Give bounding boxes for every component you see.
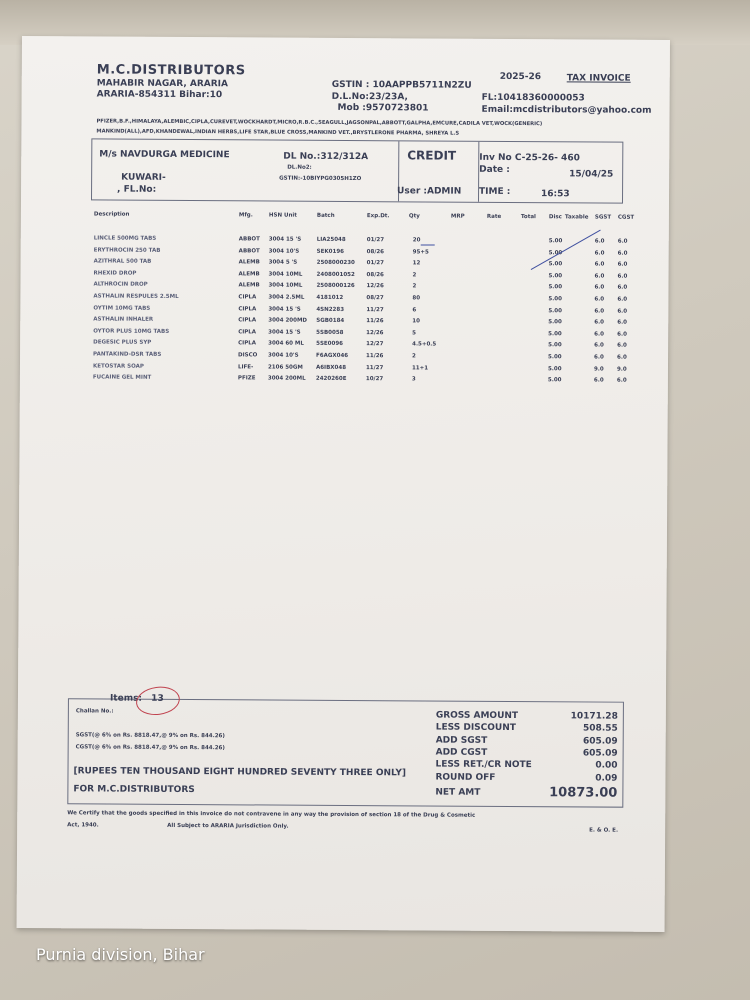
date-label: Date : xyxy=(479,164,510,175)
table-cell: 5.00 xyxy=(548,273,563,280)
table-cell: 5.00 xyxy=(548,319,562,326)
table-cell: 3 xyxy=(411,376,416,383)
table-cell: 2508000230 xyxy=(316,259,355,267)
table-cell: 95+5 xyxy=(412,248,429,256)
total-value: 605.09 xyxy=(582,736,618,747)
table-cell: ASTHALIN RESPULES 2.5ML xyxy=(93,293,179,300)
seller-fl: FL:10418360000053 xyxy=(481,92,585,104)
table-cell: 2408001052 xyxy=(316,271,355,278)
table-cell: DISCO xyxy=(238,352,258,359)
table-cell: 5.00 xyxy=(548,238,563,245)
table-cell: 12/26 xyxy=(366,283,384,290)
total-label: LESS RET./CR NOTE xyxy=(435,759,532,771)
column-header: MRP xyxy=(450,213,465,220)
table-cell: 5.00 xyxy=(548,296,562,303)
table-cell: 80 xyxy=(412,295,421,302)
table-cell: PANTAKIND-DSR TABS xyxy=(93,351,162,358)
table-cell: 08/26 xyxy=(366,271,384,279)
sgst-note: SGST(@ 6% on Rs. 8818.47,@ 9% on Rs. 844.26) xyxy=(75,732,225,740)
total-label: LESS DISCOUNT xyxy=(435,722,516,734)
table-cell: OYTOR PLUS 10MG TABS xyxy=(93,328,170,335)
table-cell: 2 xyxy=(412,283,417,290)
total-value: 10873.00 xyxy=(549,785,618,801)
buyer-gstin: GSTIN:-10BIYPG0305H1ZO xyxy=(279,175,362,183)
table-cell: 3004 10ML xyxy=(268,282,303,290)
table-cell: CIPLA xyxy=(238,294,257,301)
total-label: ROUND OFF xyxy=(435,772,496,783)
table-cell: FUCAINE GEL MINT xyxy=(92,374,152,381)
table-cell: 08/27 xyxy=(366,295,384,302)
invoice-time: 16:53 xyxy=(541,189,570,200)
table-cell: ALEMB xyxy=(238,259,260,266)
column-header: Taxable xyxy=(564,214,589,221)
table-cell: RHEXID DROP xyxy=(93,270,137,277)
table-cell: 3004 15 'S xyxy=(268,236,302,243)
table-cell: 6.0 xyxy=(593,377,604,384)
payment-mode: CREDIT xyxy=(407,148,457,163)
certification-line2: Act, 1940. xyxy=(67,822,99,829)
table-cell: A6IBX048 xyxy=(315,364,347,371)
table-cell: 5.00 xyxy=(547,377,562,384)
table-cell: 3004 15 'S xyxy=(268,306,301,313)
table-cell: LINCLE 500MG TABS xyxy=(93,235,157,242)
table-cell: 2 xyxy=(412,353,416,360)
table-cell: 6.0 xyxy=(594,308,605,315)
buyer-place: KUWARI- xyxy=(121,172,166,183)
table-cell: ALTHROCIN DROP xyxy=(93,281,148,289)
column-header: Description xyxy=(93,211,130,218)
table-cell: 5SE0096 xyxy=(316,341,344,348)
table-cell: 9.0 xyxy=(616,366,627,373)
total-value: 0.09 xyxy=(595,773,618,784)
cgst-note: CGST(@ 6% on Rs. 8818.47,@ 9% on Rs. 844.26) xyxy=(75,744,225,752)
table-cell: 6.0 xyxy=(594,238,605,245)
table-cell: 11+1 xyxy=(411,364,429,372)
amount-in-words: [RUPEES TEN THOUSAND EIGHT HUNDRED SEVENTY THREE ONLY] xyxy=(73,766,407,779)
column-header: Mfg. xyxy=(238,212,253,219)
table-cell: 6.0 xyxy=(594,354,604,361)
table-cell: 01/27 xyxy=(366,237,385,244)
table-cell: ABBOT xyxy=(238,247,260,255)
table-cell: 2106 50GM xyxy=(267,364,303,371)
table-cell: CIPLA xyxy=(238,305,257,313)
table-cell: 4181012 xyxy=(316,294,344,301)
table-cell: 3004 10'S xyxy=(268,248,300,255)
document-type: TAX INVOICE xyxy=(566,73,631,84)
table-cell: 10 xyxy=(412,318,420,325)
table-cell: 6.0 xyxy=(617,250,628,257)
table-cell: 6.0 xyxy=(594,250,605,257)
table-cell: 6.0 xyxy=(594,284,605,291)
table-cell: SGB0184 xyxy=(316,317,345,325)
seller-email: Email:mcdistributors@yahoo.com xyxy=(481,104,652,116)
table-cell: KETOSTAR SOAP xyxy=(92,363,144,370)
seller-name: M.C.DISTRIBUTORS xyxy=(96,62,246,79)
seller-address-line1: MAHABIR NAGAR, ARARIA xyxy=(96,78,229,90)
financial-year: 2025-26 xyxy=(499,71,542,83)
table-cell: 11/26 xyxy=(366,318,384,325)
total-label: ADD SGST xyxy=(435,735,488,746)
table-cell: 20 xyxy=(412,237,421,244)
table-cell: ERYTHROCIN 250 TAB xyxy=(93,247,161,254)
seller-gstin: GSTIN : 10AAPPB5711N2ZU xyxy=(331,79,472,91)
table-cell: 3004 15 'S xyxy=(268,329,301,336)
certification-line1: We Certify that the goods specified in this invoice do not contravene in any way the provision of section 18 of the Drug & Cosmetic xyxy=(67,810,476,819)
table-cell: 5SB0058 xyxy=(316,329,344,336)
total-value: 10171.28 xyxy=(570,711,618,722)
table-cell: 6.0 xyxy=(617,331,627,338)
invoice-date: 15/04/25 xyxy=(569,169,614,180)
table-cell: CIPLA xyxy=(238,329,257,336)
table-cell: 6.0 xyxy=(594,342,604,349)
time-label: TIME : xyxy=(479,186,511,197)
buyer-fl-no: , FL.No: xyxy=(117,184,157,195)
user-name: User :ADMIN xyxy=(397,186,462,197)
location-watermark: Purnia division, Bihar xyxy=(36,945,205,964)
table-cell: PFIZE xyxy=(237,375,256,382)
column-header: Qty xyxy=(408,213,420,220)
table-cell: 5.00 xyxy=(548,249,563,256)
seller-address-line2: ARARIA-854311 Bihar:10 xyxy=(96,89,223,101)
column-header: HSN Unit xyxy=(268,212,297,219)
table-cell: 5.00 xyxy=(547,365,562,372)
table-cell: 11/27 xyxy=(366,306,384,313)
table-cell: 3004 10'S xyxy=(268,352,299,359)
table-cell: 5.00 xyxy=(548,354,562,361)
table-cell: 2420260E xyxy=(315,375,347,383)
table-cell: 4.5+0.5 xyxy=(412,341,437,348)
items-count: 13 xyxy=(151,693,164,704)
table-cell: 6.0 xyxy=(594,319,605,326)
table-cell: F6AGX046 xyxy=(316,352,349,359)
table-cell: 6.0 xyxy=(617,238,628,245)
table-cell: 6.0 xyxy=(617,285,628,292)
table-cell: 2508000126 xyxy=(316,283,355,290)
table-cell: 6.0 xyxy=(594,273,605,280)
table-cell: 01/27 xyxy=(366,260,384,267)
table-cell: 6.0 xyxy=(594,261,605,268)
table-cell: 2 xyxy=(412,272,417,279)
table-cell: 12 xyxy=(412,260,421,267)
table-cell: 6.0 xyxy=(617,296,628,303)
table-cell: 6.0 xyxy=(617,319,628,326)
table-cell: 5.00 xyxy=(548,261,563,268)
table-cell: 3004 200MD xyxy=(268,317,308,324)
table-cell: LIA25048 xyxy=(316,236,346,243)
table-cell: 3004 5 'S xyxy=(268,259,298,266)
items-label-text: Items: xyxy=(109,693,143,704)
table-cell: 3004 10ML xyxy=(268,271,303,278)
challan-no: Challan No.: xyxy=(75,708,114,715)
column-header: Total xyxy=(520,214,536,221)
table-cell: 4SN2283 xyxy=(316,306,345,313)
total-label: ADD CGST xyxy=(435,747,488,758)
table-cell: AZITHRAL 500 TAB xyxy=(93,258,152,265)
table-cell: CIPLA xyxy=(238,317,257,324)
table-cell: ABBOT xyxy=(238,236,260,243)
column-header: Disc xyxy=(548,214,562,221)
column-header: Exp.Dt. xyxy=(366,213,390,220)
table-cell: 3004 60 ML xyxy=(268,340,304,348)
table-cell: 6.0 xyxy=(594,296,605,303)
table-cell: 12/26 xyxy=(366,329,384,337)
table-cell: SEK0196 xyxy=(316,248,345,255)
table-cell: 6.0 xyxy=(617,308,628,315)
seller-dl-no: D.L.No:23/23A, xyxy=(331,91,408,103)
table-cell: 6.0 xyxy=(617,343,627,350)
table-cell: 12/27 xyxy=(366,341,384,348)
table-cell: 6 xyxy=(412,306,417,314)
column-header: CGST xyxy=(617,214,635,221)
table-cell: 9.0 xyxy=(593,366,604,373)
table-cell: 5 xyxy=(412,330,417,337)
column-header: Batch xyxy=(316,212,335,219)
jurisdiction: All Subject to ARARIA Jurisdiction Only. xyxy=(167,822,289,830)
table-cell: DEGESIC PLUS SYP xyxy=(93,339,152,347)
buyer-dl-no: DL No.:312/312A xyxy=(283,151,369,163)
table-cell: ALEMB xyxy=(238,282,260,289)
table-cell: 6.0 xyxy=(617,261,628,268)
table-cell: 3004 200ML xyxy=(267,375,306,382)
total-label: NET AMT xyxy=(435,787,481,798)
table-cell: 5.00 xyxy=(548,307,562,314)
invoice-number: Inv No C-25-26- 460 xyxy=(479,152,580,164)
table-cell: ALEMB xyxy=(238,271,260,278)
table-cell: 08/26 xyxy=(366,248,385,255)
buyer-dl-no2: DL.No2: xyxy=(287,164,312,171)
table-cell: 5.00 xyxy=(548,284,563,291)
table-cell: 11/27 xyxy=(365,364,384,371)
for-distributor: FOR M.C.DISTRIBUTORS xyxy=(73,784,195,796)
table-cell: 3004 2.5ML xyxy=(268,294,305,301)
buyer-name: M/s NAVDURGA MEDICINE xyxy=(99,149,230,161)
table-cell: 6.0 xyxy=(617,273,628,280)
eoe-note: E. & O. E. xyxy=(589,827,619,834)
table-cell: 6.0 xyxy=(594,331,604,338)
total-value: 508.55 xyxy=(583,723,618,734)
seller-mobile: Mob :9570723801 xyxy=(337,102,429,114)
table-cell: 6.0 xyxy=(617,354,627,361)
table-cell: 5.00 xyxy=(548,342,562,349)
table-cell: ASTHALIN INHALER xyxy=(93,316,154,323)
column-header: SGST xyxy=(594,214,612,221)
invoice-paper xyxy=(17,36,670,932)
total-value: 605.09 xyxy=(582,748,618,759)
total-label: GROSS AMOUNT xyxy=(435,710,519,722)
company-list: PFIZER,B.F.,HIMALAYA,ALEMBIC,CIPLA,CUREVET,WOCKHARDT,MICRO,R.B.C.,SEAGULL,JAGSONPAL,ABBOTT,GALPHA,EMCURE,CADILA VET,WOCK(GENERIC) MANKIND(ALL),AFD,KHANDEWAL,INDIAN HERBS,LIFE STAR,BLUE CROSS,MANKIND VET.,BRYSTLERONE PHARMA, SHREYA L.S xyxy=(96,118,543,137)
table-cell: OYTIM 10MG TABS xyxy=(93,305,151,312)
column-header: Rate xyxy=(486,213,502,220)
table-cell: CIPLA xyxy=(238,340,257,347)
table-cell: 6.0 xyxy=(616,377,627,384)
table-cell: 5.00 xyxy=(548,331,562,338)
table-cell: 10/27 xyxy=(365,376,384,383)
table-cell: 11/26 xyxy=(366,353,384,360)
total-value: 0.00 xyxy=(595,760,618,771)
table-cell: LIFE- xyxy=(237,363,254,371)
